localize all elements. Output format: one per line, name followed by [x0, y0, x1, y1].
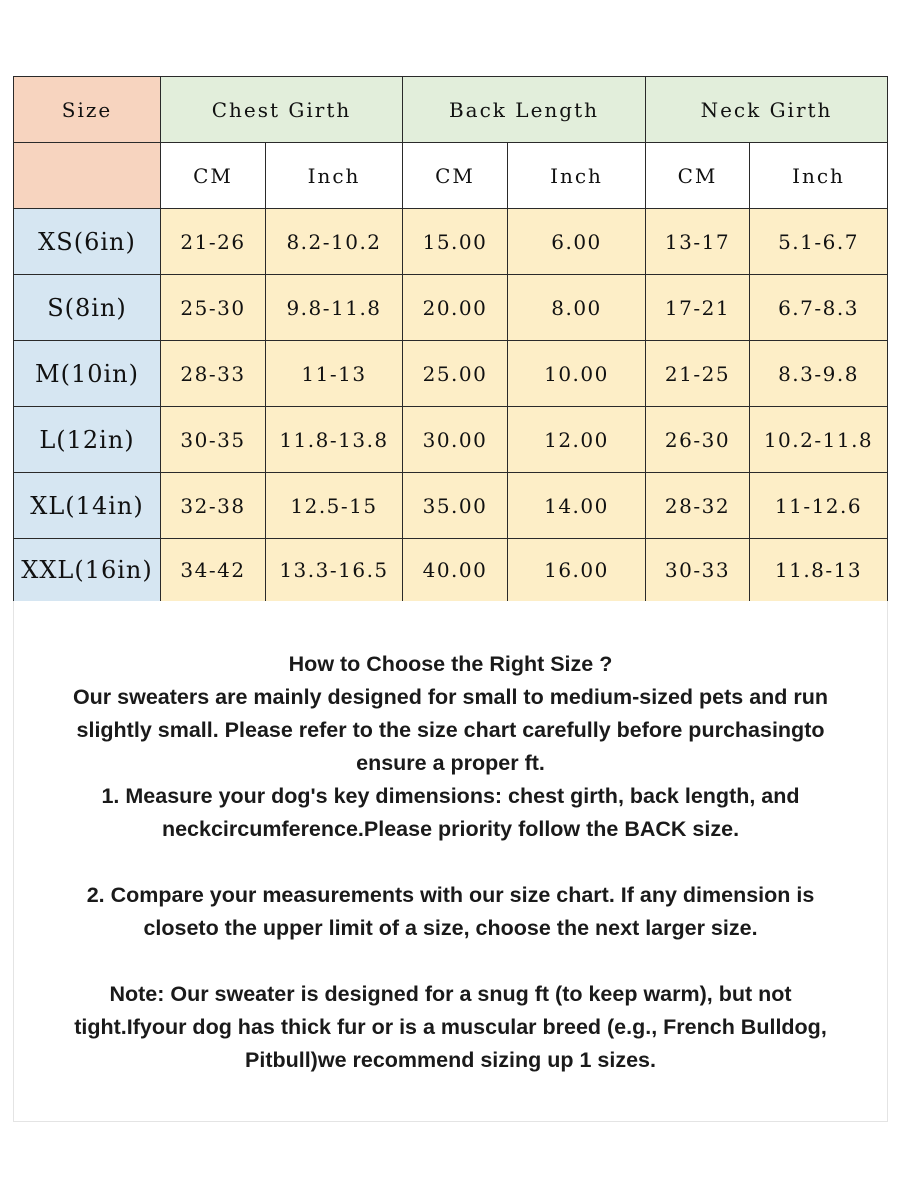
table-row: [14, 539, 888, 602]
size-label: S(8in): [14, 275, 161, 341]
back-cm-cell: 15.00: [403, 209, 508, 275]
guide-note-line: Pitbull)we recommend sizing up 1 sizes.: [245, 1048, 656, 1072]
unit-header: CM: [646, 143, 750, 209]
guide-step-2-line: 2. Compare your measurements with our size chart. If any dimension is: [86, 883, 815, 907]
unit-header: CM: [161, 143, 266, 209]
back-cm-cell: 25.00: [403, 341, 508, 407]
table-row: [14, 209, 888, 275]
chest-inch-cell: 12.5-15: [266, 473, 403, 539]
size-label: XS(6in): [14, 209, 161, 275]
table-header-row: [14, 77, 888, 143]
neck-cm-cell: 28-32: [646, 473, 750, 539]
neck-inch-cell: 8.3-9.8: [750, 341, 888, 407]
size-header-blank: [14, 143, 161, 209]
table-row: [14, 407, 888, 473]
chest-inch-cell: 8.2-10.2: [266, 209, 403, 275]
back-length-header: Back Length: [403, 77, 646, 143]
unit-header-row: [14, 143, 888, 209]
unit-header: Inch: [750, 143, 888, 209]
neck-cm-cell: 30-33: [646, 539, 750, 602]
guide-note-line: tight.Ifyour dog has thick fur or is a muscular breed (e.g., French Bulldog,: [74, 1015, 827, 1039]
chest-cm-cell: 28-33: [161, 341, 266, 407]
chest-cm-cell: 25-30: [161, 275, 266, 341]
table-row: [14, 275, 888, 341]
size-chart-table: [13, 76, 888, 601]
size-label: L(12in): [14, 407, 161, 473]
chest-inch-cell: 13.3-16.5: [266, 539, 403, 602]
neck-inch-cell: 10.2-11.8: [750, 407, 888, 473]
guide-step-2-line: closeto the upper limit of a size, choose the next larger size.: [143, 916, 758, 940]
size-label: XXL(16in): [14, 539, 161, 602]
back-inch-cell: 10.00: [508, 341, 646, 407]
table-row: [14, 473, 888, 539]
neck-cm-cell: 17-21: [646, 275, 750, 341]
neck-inch-cell: 11.8-13: [750, 539, 888, 602]
chest-inch-cell: 9.8-11.8: [266, 275, 403, 341]
chest-cm-cell: 34-42: [161, 539, 266, 602]
chest-cm-cell: 30-35: [161, 407, 266, 473]
size-label: M(10in): [14, 341, 161, 407]
table-row: [14, 341, 888, 407]
neck-cm-cell: 26-30: [646, 407, 750, 473]
size-header: Size: [14, 77, 161, 143]
back-cm-cell: 20.00: [403, 275, 508, 341]
back-cm-cell: 40.00: [403, 539, 508, 602]
neck-inch-cell: 11-12.6: [750, 473, 888, 539]
back-inch-cell: 16.00: [508, 539, 646, 602]
chest-inch-cell: 11.8-13.8: [266, 407, 403, 473]
size-label: XL(14in): [14, 473, 161, 539]
back-inch-cell: 14.00: [508, 473, 646, 539]
back-inch-cell: 6.00: [508, 209, 646, 275]
sizing-guide: [13, 648, 888, 1077]
spacer: [13, 945, 888, 978]
neck-cm-cell: 21-25: [646, 341, 750, 407]
neck-cm-cell: 13-17: [646, 209, 750, 275]
guide-note-line: Note: Our sweater is designed for a snug ft (to keep warm), but not: [109, 982, 792, 1006]
back-inch-cell: 8.00: [508, 275, 646, 341]
guide-step-1-line: 1. Measure your dog's key dimensions: chest girth, back length, and: [101, 784, 800, 808]
guide-intro-line: ensure a proper ft.: [356, 751, 545, 775]
guide-step-1-line: neckcircumference.Please priority follow the BACK size.: [161, 817, 740, 841]
chest-cm-cell: 21-26: [161, 209, 266, 275]
chest-girth-header: Chest Girth: [161, 77, 403, 143]
guide-title: How to Choose the Right Size ?: [288, 652, 613, 676]
spacer: [13, 846, 888, 879]
chest-inch-cell: 11-13: [266, 341, 403, 407]
chest-cm-cell: 32-38: [161, 473, 266, 539]
guide-intro-line: Our sweaters are mainly designed for small to medium-sized pets and run: [72, 685, 829, 709]
back-cm-cell: 30.00: [403, 407, 508, 473]
guide-intro-line: slightly small. Please refer to the size chart carefully before purchasingto: [76, 718, 825, 742]
neck-inch-cell: 5.1-6.7: [750, 209, 888, 275]
unit-header: Inch: [508, 143, 646, 209]
neck-girth-header: Neck Girth: [646, 77, 888, 143]
back-inch-cell: 12.00: [508, 407, 646, 473]
unit-header: CM: [403, 143, 508, 209]
neck-inch-cell: 6.7-8.3: [750, 275, 888, 341]
unit-header: Inch: [266, 143, 403, 209]
back-cm-cell: 35.00: [403, 473, 508, 539]
